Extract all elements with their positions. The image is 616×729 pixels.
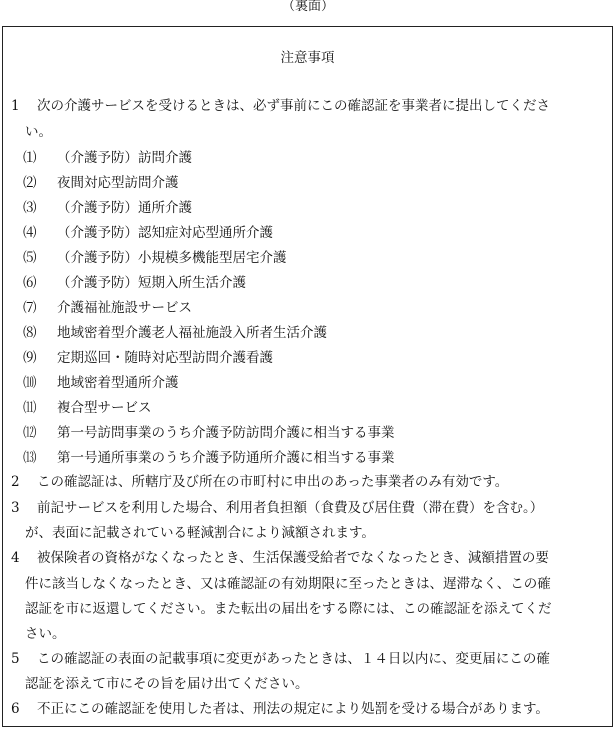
- item-text: が、表面に記載されている軽減割合により減額されます。: [25, 525, 375, 541]
- subitem-number: ⑽: [23, 375, 37, 391]
- item-text: さい。: [25, 626, 66, 642]
- subitem-text: 地域密着型通所介護: [57, 375, 179, 391]
- subitem-number: ⑼: [23, 350, 37, 366]
- notice-title: 注意事項: [280, 50, 335, 66]
- subitem-number: ⑸: [23, 250, 37, 266]
- item-text: この確認証の表面の記載事項に変更があったときは、１４日以内に、変更届にこの確: [37, 651, 550, 667]
- item-text: 認証を添えて市にその旨を届け出てください。: [25, 676, 309, 692]
- subitem-text: 定期巡回・随時対応型訪問介護看護: [57, 350, 273, 366]
- subitem-number: ⑷: [23, 225, 37, 241]
- subitem-number: ⑾: [23, 400, 37, 416]
- subitem-text: 第一号訪問事業のうち介護予防訪問介護に相当する事業: [57, 425, 395, 441]
- subitem-number: ⑴: [23, 150, 37, 166]
- item-text: い。: [25, 124, 52, 140]
- item-text: 前記サービスを利用した場合、利用者負担額（食費及び居住費（滞在費）を含む。）: [37, 500, 544, 516]
- subitem-number: ⒀: [23, 450, 37, 466]
- subitem-number: ⑹: [23, 275, 37, 291]
- item-text: 件に該当しなくなったとき、又は確認証の有効期限に至ったときは、遅滞なく、この確: [25, 576, 551, 592]
- subitem-text: 第一号通所事業のうち介護予防通所介護に相当する事業: [57, 450, 395, 466]
- subitem-text: （介護予防）訪問介護: [57, 150, 192, 166]
- item-number: 6: [11, 701, 20, 717]
- item-number: 1: [11, 98, 20, 114]
- item-text: 不正にこの確認証を使用した者は、刑法の規定により処罰を受ける場合があります。: [37, 701, 549, 717]
- subitem-text: （介護予防）短期入所生活介護: [57, 275, 246, 291]
- item-text: 被保険者の資格がなくなったとき、生活保護受給者でなくなったとき、減額措置の要: [37, 550, 549, 566]
- notice-box: [2, 26, 613, 727]
- item-text: 次の介護サービスを受けるときは、必ず事前にこの確認証を事業者に提出してくださ: [37, 98, 550, 114]
- subitem-number: ⑺: [23, 300, 37, 316]
- subitem-number: ⑵: [23, 175, 37, 191]
- page-heading: （裏面）: [281, 0, 334, 14]
- subitem-text: 介護福祉施設サービス: [57, 300, 192, 316]
- subitem-number: ⑿: [23, 425, 37, 441]
- item-number: 3: [11, 500, 20, 516]
- subitem-number: ⑶: [23, 200, 37, 216]
- subitem-text: （介護予防）小規模多機能型居宅介護: [57, 250, 287, 266]
- item-number: 2: [11, 474, 20, 490]
- item-text: この確認証は、所轄庁及び所在の市町村に申出のあった事業者のみ有効です。: [37, 474, 509, 490]
- subitem-text: （介護予防）認知症対応型通所介護: [57, 225, 273, 241]
- item-number: 4: [11, 550, 20, 566]
- subitem-text: 地域密着型介護老人福祉施設入所者生活介護: [57, 325, 327, 341]
- item-text: 認証を市に返還してください。また転出の届出をする際には、この確認証を添えてくだ: [25, 601, 552, 617]
- subitem-text: 複合型サービス: [57, 400, 152, 416]
- item-number: 5: [11, 651, 20, 667]
- subitem-text: 夜間対応型訪問介護: [57, 175, 179, 191]
- subitem-number: ⑻: [23, 325, 37, 341]
- subitem-text: （介護予防）通所介護: [57, 200, 192, 216]
